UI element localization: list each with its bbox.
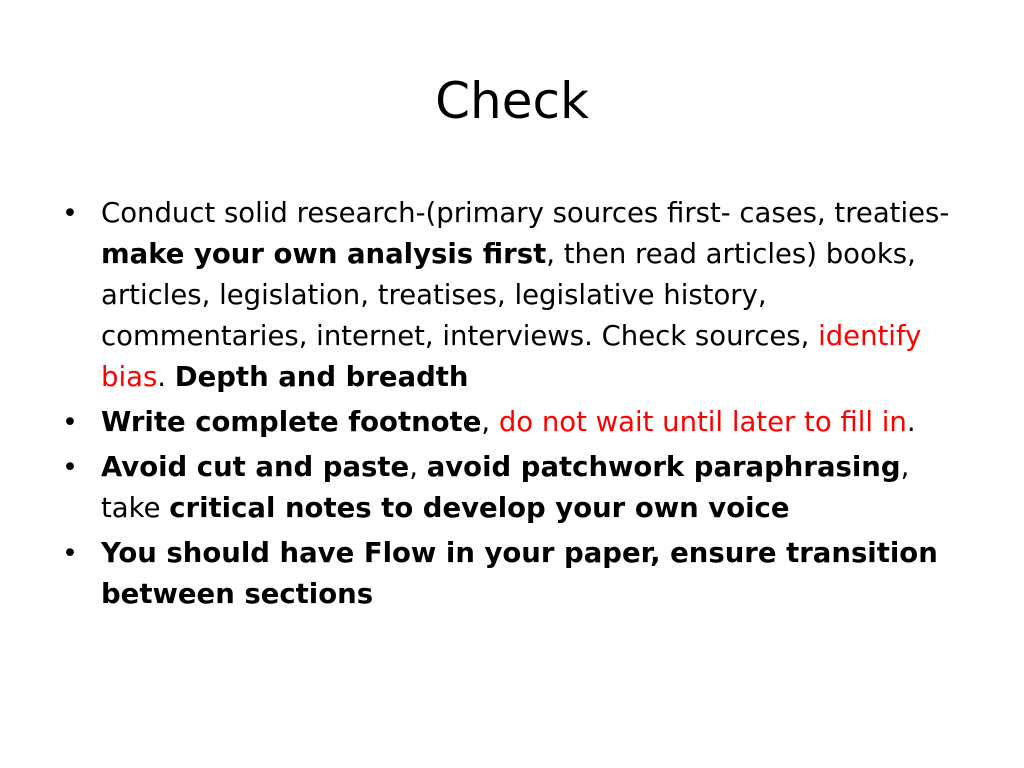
text-run: ,	[409, 451, 427, 483]
text-run-bold: Avoid cut and paste	[101, 451, 410, 483]
bullet-item-paraphrasing	[62, 447, 971, 529]
text-run: ,	[481, 406, 499, 438]
text-run: .	[906, 406, 916, 438]
bullet-marker: •	[62, 538, 78, 569]
text-run-bold: critical notes to develop your own voice	[169, 492, 790, 524]
bullet-marker: •	[62, 407, 78, 438]
text-run-bold: Write complete footnote	[101, 406, 482, 438]
text-run-red: identify bias	[101, 320, 922, 393]
bullet-item-research	[62, 193, 966, 398]
bullet-item-flow	[62, 533, 971, 615]
text-run-bold: Depth and breadth	[174, 361, 469, 393]
bullet-list	[62, 193, 962, 619]
text-run-bold: make your own analysis first	[101, 238, 547, 270]
bullet-item-footnote	[62, 402, 941, 443]
text-run-bold: avoid patchwork paraphrasing	[426, 451, 901, 483]
text-run: , then read articles) books, articles, legislation, treatises, legislative history, commentaries, internet, interviews. Check sources,	[101, 238, 916, 352]
text-run-red: do not wait until later to fill in	[498, 406, 907, 438]
bullet-marker: •	[62, 198, 78, 229]
text-run: .	[157, 361, 175, 393]
bullet-marker: •	[62, 452, 78, 483]
slide-title: Check	[435, 72, 589, 130]
text-run-bold: You should have Flow in your paper, ensure transition between sections	[101, 537, 938, 610]
text-run: , take	[101, 451, 910, 524]
text-run: Conduct solid research-(primary sources first- cases, treaties-	[101, 197, 950, 229]
